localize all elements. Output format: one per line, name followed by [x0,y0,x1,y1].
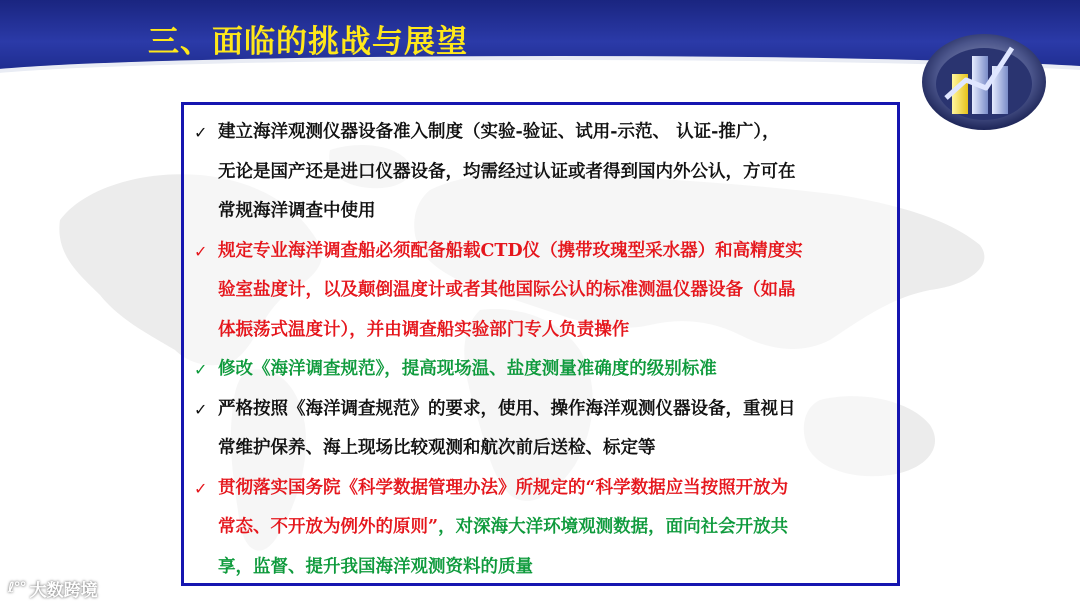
list-item [190,390,889,469]
list-item [190,113,889,232]
watermark-text: 大数跨境 [29,580,98,601]
list-item-line [218,508,889,548]
watermark [8,574,98,602]
check-icon: ✓ [194,360,208,379]
list-item-text: 体振荡式温度计），并由调查船实验部门专人负责操作 [218,319,630,340]
list-item-text: 规定专业海洋调查船必须配备船载CTD仪（携带玫瑰型采水器）和高精度实 [218,240,803,261]
list-item-text: 无论是国产还是进口仪器设备，均需经过认证或者得到国内外公认，方可在 [218,161,796,182]
list-item [190,232,889,351]
check-icon: ✓ [194,478,208,498]
watermark-logo-icon: ℓ°° [8,580,26,596]
list-item-line [218,350,889,390]
list-item [190,469,889,588]
list-item-line [218,469,889,509]
list-item-text: 修改《海洋调查规范》，提高现场温、盐度测量准确度的级别标准 [218,359,717,379]
list-item-text: 建立海洋观测仪器设备准入制度（实验-验证、试用-示范、 认证-推广）， [218,122,780,142]
chart-logo-icon [916,28,1056,134]
list-item-text: 严格按照《海洋调查规范》的要求，使用、操作海洋观测仪器设备，重视日 [218,398,796,419]
list-item-text: 常规海洋调查中使用 [218,201,376,221]
content-box [181,102,900,586]
list-item-line [218,192,889,232]
list-item-line [218,113,889,153]
check-icon: ✓ [194,399,208,419]
list-item-text: 贯彻落实国务院《科学数据管理办法》所规定的“科学数据应当按照开放为 [218,477,789,498]
check-icon: ✓ [194,241,208,261]
list-item-text: 常维护保养、海上现场比较观测和航次前后送检、标定等 [218,438,656,458]
list-item [190,350,889,390]
list-item-line [218,153,889,193]
list-item-line [218,311,889,351]
list-item-text: ，对深海大洋环境观测数据，面向社会开放共 [438,517,789,537]
list-item-text: 验室盐度计，以及颠倒温度计或者其他国际公认的标准测温仪器设备（如晶 [218,280,796,300]
check-icon: ✓ [194,123,208,142]
slide-title: 三、面临的挑战与展望 [148,24,468,60]
list-item-line [218,548,889,588]
bullet-list [190,113,889,587]
list-item-line [218,271,889,311]
list-item-line [218,429,889,469]
list-item-text: 享，监督、提升我国海洋观测资料的质量 [218,556,533,577]
list-item-text: 常态、不开放为例外的原则” [218,517,439,537]
list-item-line [218,390,889,430]
list-item-line [218,232,889,272]
